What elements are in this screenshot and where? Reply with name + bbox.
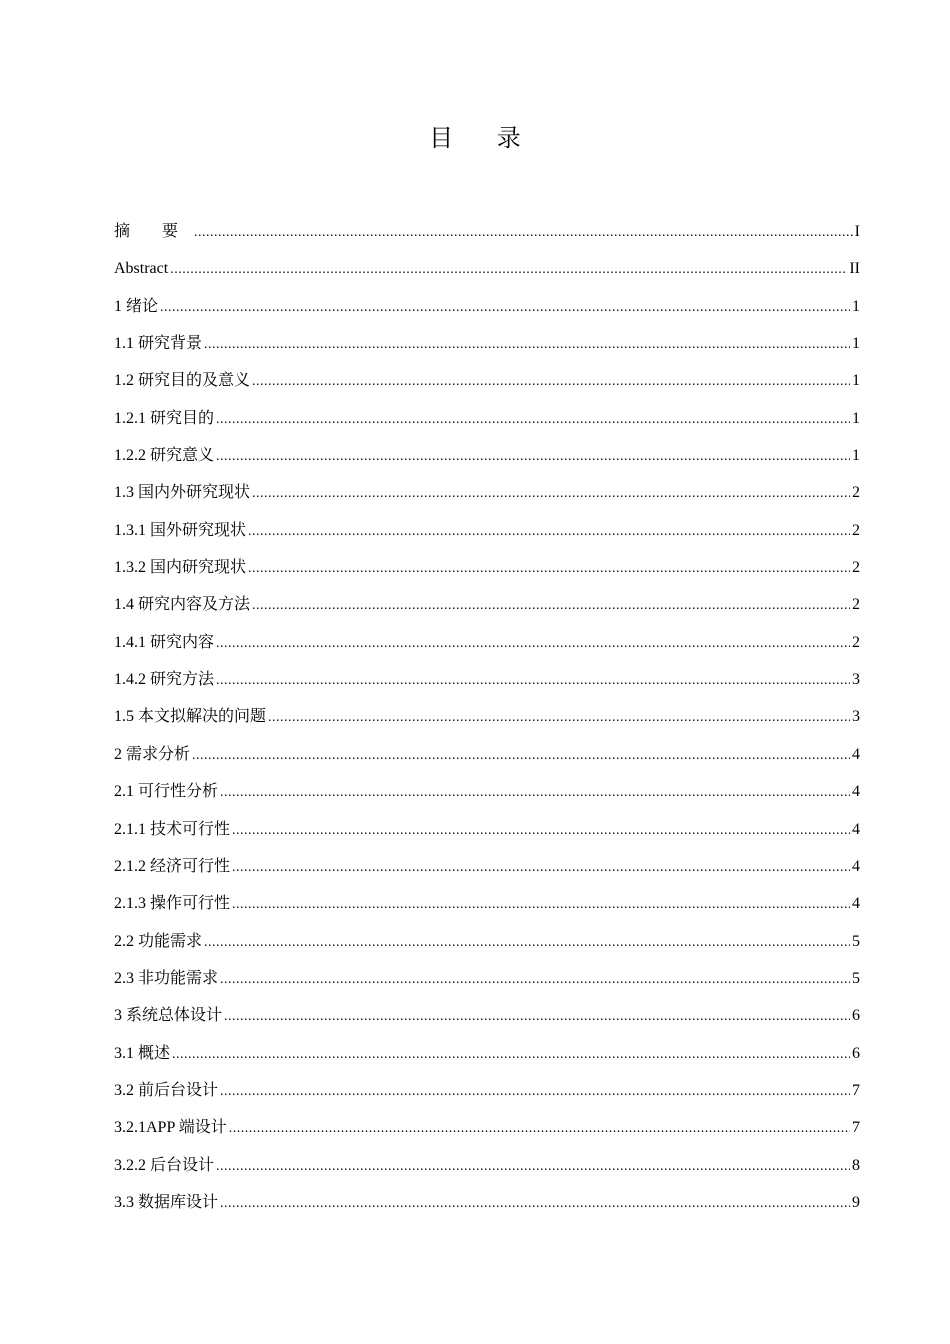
toc-entry-label: Abstract	[114, 260, 169, 278]
toc-entry[interactable]	[114, 855, 860, 892]
toc-entry[interactable]	[114, 593, 860, 630]
toc-entry[interactable]	[114, 369, 860, 406]
toc-entry-page-number: 3	[852, 708, 860, 726]
toc-entry[interactable]	[114, 407, 860, 444]
toc-entry[interactable]	[114, 818, 860, 855]
toc-entry-page-number: 4	[852, 820, 860, 838]
toc-entry[interactable]	[114, 1042, 860, 1079]
toc-entry-page-number: 2	[852, 596, 860, 614]
toc-entry-label: 3.1 概述	[114, 1044, 171, 1062]
toc-entry[interactable]	[114, 1116, 860, 1153]
toc-entry-page-number: 8	[852, 1156, 860, 1174]
toc-dot-leader	[216, 632, 850, 656]
toc-entry-label: 1.3.1 国外研究现状	[114, 521, 247, 539]
toc-entry-page-number: 4	[852, 895, 860, 913]
toc-entry[interactable]	[114, 481, 860, 518]
toc-dot-leader	[252, 370, 850, 394]
toc-entry-page-number: 4	[852, 783, 860, 801]
toc-entry[interactable]	[114, 743, 860, 780]
toc-entry-label: 2.1.2 经济可行性	[114, 857, 231, 875]
toc-dot-leader	[252, 482, 850, 506]
toc-entry-label: 1.2.2 研究意义	[114, 447, 215, 465]
toc-entry-label: 1.3.2 国内研究现状	[114, 559, 247, 577]
toc-dot-leader	[194, 221, 853, 245]
toc-dot-leader	[248, 520, 850, 544]
toc-entry-label: 2.1.1 技术可行性	[114, 820, 231, 838]
toc-entry-label: 1.3 国内外研究现状	[114, 484, 251, 502]
page-title: 目 录	[429, 124, 539, 152]
toc-dot-leader	[220, 1080, 850, 1104]
toc-entry[interactable]	[114, 930, 860, 967]
toc-dot-leader	[232, 893, 850, 917]
toc-entry-page-number: 4	[852, 857, 860, 875]
toc-dot-leader	[248, 557, 850, 581]
toc-dot-leader	[224, 1005, 850, 1029]
toc-entry-page-number: 9	[852, 1193, 860, 1211]
toc-entry-label: 3.2.2 后台设计	[114, 1156, 215, 1174]
toc-entry-page-number: 1	[852, 372, 860, 390]
toc-entry[interactable]	[114, 892, 860, 929]
toc-entry[interactable]	[114, 257, 860, 294]
toc-entry-label: 1.4.1 研究内容	[114, 633, 215, 651]
toc-entry-label: 1.5 本文拟解决的问题	[114, 708, 267, 726]
toc-entry-page-number: I	[854, 223, 860, 240]
toc-dot-leader	[229, 1117, 850, 1141]
toc-entry-page-number: 2	[852, 484, 860, 502]
toc-entry[interactable]	[114, 1154, 860, 1191]
toc-entry-page-number: 1	[852, 447, 860, 465]
toc-entry[interactable]	[114, 1004, 860, 1041]
toc-dot-leader	[172, 1043, 850, 1067]
toc-entry[interactable]	[114, 668, 860, 705]
toc-dot-leader	[192, 744, 850, 768]
toc-entry-page-number: 6	[852, 1007, 860, 1025]
toc-entry[interactable]	[114, 444, 860, 481]
toc-dot-leader	[160, 296, 850, 320]
toc-dot-leader	[216, 445, 850, 469]
toc-entry-label: 2.3 非功能需求	[114, 969, 219, 987]
toc-entry-page-number: 5	[852, 969, 860, 987]
toc-dot-leader	[220, 781, 850, 805]
toc-entry-label: 1 绪论	[114, 297, 159, 315]
toc-entry[interactable]	[114, 631, 860, 668]
toc-entry-page-number: II	[849, 260, 860, 278]
toc-entry-page-number: 1	[852, 335, 860, 353]
toc-entry-page-number: 1	[852, 409, 860, 427]
toc-entry-label: 3 系统总体设计	[114, 1007, 223, 1025]
toc-entry-page-number: 3	[852, 671, 860, 689]
toc-dot-leader	[204, 333, 850, 357]
toc-entry-label: 1.4 研究内容及方法	[114, 596, 251, 614]
toc-entry-page-number: 2	[852, 633, 860, 651]
toc-entry-page-number: 4	[852, 745, 860, 763]
toc-entry-label: 1.4.2 研究方法	[114, 671, 215, 689]
toc-entry-page-number: 7	[852, 1081, 860, 1099]
toc-dot-leader	[220, 1192, 850, 1216]
toc-entry-label: 2.2 功能需求	[114, 932, 203, 950]
toc-entry[interactable]	[114, 1191, 860, 1228]
toc-dot-leader	[252, 594, 850, 618]
toc-entry[interactable]	[114, 1079, 860, 1116]
toc-dot-leader	[216, 669, 850, 693]
toc-entry[interactable]	[114, 705, 860, 742]
toc-entry-label: 2.1 可行性分析	[114, 783, 219, 801]
toc-entry[interactable]	[114, 295, 860, 332]
toc-dot-leader	[232, 819, 850, 843]
toc-entry-page-number: 5	[852, 932, 860, 950]
toc-entry[interactable]	[114, 556, 860, 593]
toc-entry-label: 摘 要	[114, 223, 193, 240]
toc-dot-leader	[216, 1155, 850, 1179]
toc-entry-label: 2.1.3 操作可行性	[114, 895, 231, 913]
toc-entry-label: 2 需求分析	[114, 745, 191, 763]
toc-entry[interactable]	[114, 332, 860, 369]
toc-entry-page-number: 1	[852, 297, 860, 315]
toc-dot-leader	[232, 856, 850, 880]
toc-dot-leader	[204, 931, 850, 955]
toc-entry-page-number: 2	[852, 559, 860, 577]
toc-entry-page-number: 7	[852, 1119, 860, 1137]
toc-entry[interactable]	[114, 780, 860, 817]
toc-entry[interactable]	[114, 967, 860, 1004]
toc-dot-leader	[216, 408, 850, 432]
toc-entry[interactable]	[114, 220, 860, 257]
toc-entry-label: 3.2.1APP 端设计	[114, 1119, 227, 1137]
toc-dot-leader	[268, 706, 850, 730]
toc-dot-leader	[220, 968, 850, 992]
toc-entry-page-number: 6	[852, 1044, 860, 1062]
toc-entry-label: 3.3 数据库设计	[114, 1193, 219, 1211]
toc-entry-label: 1.2 研究目的及意义	[114, 372, 251, 390]
toc-entry-label: 1.1 研究背景	[114, 335, 203, 353]
toc-entry-label: 1.2.1 研究目的	[114, 409, 215, 427]
toc-entry-page-number: 2	[852, 521, 860, 539]
toc-entry[interactable]	[114, 519, 860, 556]
toc-dot-leader	[170, 258, 847, 282]
toc-entry-label: 3.2 前后台设计	[114, 1081, 219, 1099]
table-of-contents	[114, 220, 860, 1228]
